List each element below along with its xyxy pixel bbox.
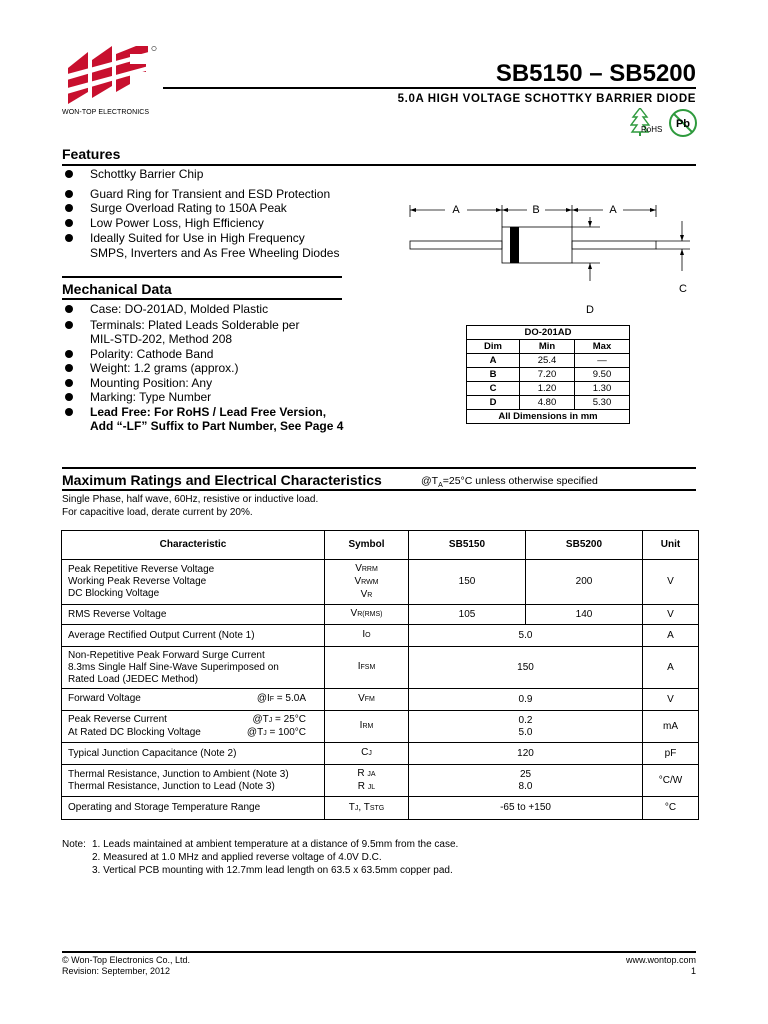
list-item: Ideally Suited for Use in High Frequency <box>62 231 392 246</box>
bullet-icon <box>65 379 73 387</box>
table-cell: Non-Repetitive Peak Forward Surge Current 8.3ms Single Half Sine-Wave Superimposed on Rated Load (JEDEC Method) <box>62 647 325 689</box>
table-cell: Peak Repetitive Reverse Voltage Working Peak Reverse Voltage DC Blocking Voltage <box>62 560 325 605</box>
table-row <box>62 605 699 625</box>
table-cell: 4.80 <box>520 396 575 410</box>
dim-label-a-right: A <box>609 204 617 216</box>
table-cell: 140 <box>526 605 643 625</box>
list-item-continuation: SMPS, Inverters and As Free Wheeling Diodes <box>90 245 340 260</box>
table-cell: 150 <box>409 560 526 605</box>
mechanical-rule <box>62 298 342 300</box>
table-title-row <box>467 326 630 340</box>
table-cell: B <box>467 368 520 382</box>
dimensions-table <box>466 325 630 424</box>
table-footer: All Dimensions in mm <box>467 410 630 424</box>
table-row <box>62 625 699 647</box>
column-header: Symbol <box>325 531 409 560</box>
part-title: SB5150 – SB5200 <box>495 60 696 87</box>
bullet-icon <box>65 393 73 401</box>
logo-text: WON-TOP ELECTRONICS <box>62 109 150 116</box>
table-cell: V <box>643 605 699 625</box>
package-outline-diagram <box>405 195 705 325</box>
table-cell: -65 to +150 <box>409 797 643 820</box>
table-header-row <box>62 531 699 560</box>
table-cell: V <box>643 689 699 711</box>
list-item: Weight: 1.2 grams (approx.) <box>62 361 402 376</box>
list-item: Marking: Type Number <box>62 390 402 405</box>
table-row <box>467 382 630 396</box>
bullet-icon <box>65 219 73 227</box>
table-cell: 0.2 5.0 <box>409 711 643 743</box>
table-cell: 5.0 <box>409 625 643 647</box>
table-cell: R JA R JL <box>325 765 409 797</box>
mechanical-heading: Mechanical Data <box>62 281 172 297</box>
table-cell: 25 8.0 <box>409 765 643 797</box>
list-item: Lead Free: For RoHS / Lead Free Version, <box>62 405 402 420</box>
column-header: SB5150 <box>409 531 526 560</box>
table-cell: C <box>467 382 520 396</box>
table-cell: V <box>643 560 699 605</box>
footer-right <box>626 955 696 977</box>
table-header-row <box>467 340 630 354</box>
column-header: SB5200 <box>526 531 643 560</box>
list-item: Schottky Barrier Chip <box>62 167 392 182</box>
bullet-icon <box>65 190 73 198</box>
table-cell: 9.50 <box>575 368 630 382</box>
ratings-note-line: Single Phase, half wave, 60Hz, resistive or inductive load. <box>62 494 319 505</box>
table-cell: 200 <box>526 560 643 605</box>
footer-rule <box>62 951 696 953</box>
table-cell: 105 <box>409 605 526 625</box>
table-cell: 120 <box>409 743 643 765</box>
table-cell: IFSM <box>325 647 409 689</box>
table-cell: A <box>643 625 699 647</box>
column-header: Max <box>575 340 630 354</box>
mechanical-list <box>62 302 402 434</box>
table-cell: — <box>575 354 630 368</box>
table-cell: IRM <box>325 711 409 743</box>
bullet-icon <box>65 364 73 372</box>
dim-label-c: C <box>679 283 687 295</box>
bullet-icon <box>65 321 73 329</box>
table-cell: °C <box>643 797 699 820</box>
website-link[interactable]: www.wontop.com <box>625 955 696 965</box>
table-cell: Thermal Resistance, Junction to Ambient (Note 3) Thermal Resistance, Junction to Lead (Note 3) <box>62 765 325 797</box>
page-number: 1 <box>690 966 696 976</box>
table-cell: VFM <box>325 689 409 711</box>
list-item: Terminals: Plated Leads Solderable per <box>62 318 402 333</box>
table-cell: 150 <box>409 647 643 689</box>
dim-label-a-left: A <box>452 204 460 216</box>
table-cell: Forward Voltage @IF = 5.0A <box>62 689 325 711</box>
list-item-continuation: MIL-STD-202, Method 208 <box>90 332 233 346</box>
table-cell: Peak Reverse Current @TJ = 25°C At Rated DC Blocking Voltage @TJ = 100°C <box>62 711 325 743</box>
bullet-icon <box>65 204 73 212</box>
list-item-continuation: Add “-LF” Suffix to Part Number, See Page 4 <box>90 419 344 433</box>
table-cell: 25.4 <box>520 354 575 368</box>
column-header: Dim <box>467 340 520 354</box>
table-cell: 0.9 <box>409 689 643 711</box>
bullet-icon <box>65 305 73 313</box>
lead-free-icon <box>668 108 698 138</box>
ratings-rule <box>62 489 696 491</box>
table-cell: VRRM VRWM VR <box>325 560 409 605</box>
column-header: Characteristic <box>62 531 325 560</box>
column-header: Unit <box>643 531 699 560</box>
table-row <box>62 765 699 797</box>
table-cell: Average Rectified Output Current (Note 1) <box>62 625 325 647</box>
table-cell: Operating and Storage Temperature Range <box>62 797 325 820</box>
list-item: Guard Ring for Transient and ESD Protection <box>62 187 392 202</box>
revision: Revision: September, 2012 <box>62 966 171 976</box>
table-row <box>467 354 630 368</box>
ratings-heading: Maximum Ratings and Electrical Characteristics <box>62 472 382 488</box>
notes-prefix: Note: <box>62 839 86 850</box>
list-item: Surge Overload Rating to 150A Peak <box>62 201 392 216</box>
mechanical-top-rule <box>62 276 342 278</box>
bullet-icon <box>65 170 73 178</box>
table-cell: RMS Reverse Voltage <box>62 605 325 625</box>
table-cell: mA <box>643 711 699 743</box>
table-row <box>62 711 699 743</box>
bullet-icon <box>65 234 73 242</box>
dim-label-d: D <box>586 304 594 316</box>
dim-label-b: B <box>532 204 540 216</box>
table-cell: VR(RMS) <box>325 605 409 625</box>
header-rule <box>163 87 696 89</box>
footer-left <box>62 955 190 977</box>
table-title: DO-201AD <box>467 326 630 340</box>
note-item: 3. Vertical PCB mounting with 12.7mm lead length on 63.5 x 63.5mm copper pad. <box>92 865 453 876</box>
table-cell: 1.30 <box>575 382 630 396</box>
table-cell: 7.20 <box>520 368 575 382</box>
note-item: 1. Leads maintained at ambient temperature at a distance of 9.5mm from the case. <box>92 839 459 850</box>
table-cell: 1.20 <box>520 382 575 396</box>
features-rule <box>62 164 696 166</box>
table-row <box>62 560 699 605</box>
list-item: Case: DO-201AD, Molded Plastic <box>62 302 402 317</box>
characteristics-table <box>61 530 699 820</box>
list-item: Mounting Position: Any <box>62 376 402 391</box>
table-row <box>62 647 699 689</box>
table-footer-row <box>467 410 630 424</box>
copyright: © Won-Top Electronics Co., Ltd. <box>62 955 191 965</box>
table-cell: pF <box>643 743 699 765</box>
table-row <box>62 797 699 820</box>
table-cell: Typical Junction Capacitance (Note 2) <box>62 743 325 765</box>
column-header: Min <box>520 340 575 354</box>
table-cell: IO <box>325 625 409 647</box>
table-cell: A <box>643 647 699 689</box>
table-cell: A <box>467 354 520 368</box>
ratings-note-line: For capacitive load, derate current by 20%. <box>62 507 253 518</box>
table-cell: °C/W <box>643 765 699 797</box>
rohs-label: RoHS <box>641 125 663 134</box>
ratings-condition: $@T_A=25^\circ C$ unless otherwise specified <box>421 475 598 490</box>
table-row <box>467 368 630 382</box>
table-row <box>62 743 699 765</box>
features-list <box>62 167 392 260</box>
pb-label: Pb <box>675 118 691 130</box>
table-row <box>62 689 699 711</box>
table-cell: D <box>467 396 520 410</box>
table-cell: 5.30 <box>575 396 630 410</box>
subtitle: 5.0A HIGH VOLTAGE SCHOTTKY BARRIER DIODE <box>397 93 696 105</box>
table-cell: CJ <box>325 743 409 765</box>
won-top-logo <box>60 46 160 106</box>
list-item: Polarity: Cathode Band <box>62 347 402 362</box>
features-heading: Features <box>62 146 121 162</box>
list-item: Low Power Loss, High Efficiency <box>62 216 392 231</box>
bullet-icon <box>65 350 73 358</box>
table-cell: TJ, TSTG <box>325 797 409 820</box>
notes-block <box>62 838 458 877</box>
bullet-icon <box>65 408 73 416</box>
ratings-top-rule <box>62 467 696 469</box>
note-item: 2. Measured at 1.0 MHz and applied reverse voltage of 4.0V D.C. <box>92 852 382 863</box>
table-row <box>467 396 630 410</box>
